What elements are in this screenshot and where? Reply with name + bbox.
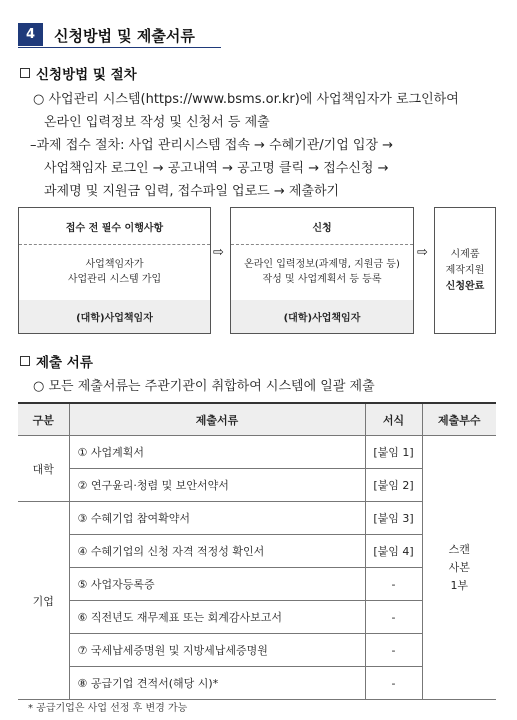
section-number: 4 [18,23,43,46]
method-line-4: 사업책임자 로그인 → 공고내역 → 공고명 클릭 → 접수신청 → [44,161,389,176]
document-name: ③ 수혜기업 참여확약서 [69,502,365,535]
section-title: 신청방법 및 제출서류 [54,27,195,45]
form-ref: [붙임 2] [365,469,422,502]
flow-arrow-icon: ⇨ [417,245,428,260]
document-name: ⑤ 사업자등록증 [69,568,365,601]
copies-cell [422,436,496,700]
form-ref: - [365,568,422,601]
flow-complete-status: 신청완료 [445,280,485,292]
header-form: 서식 [365,403,422,436]
method-heading-label: 신청방법 및 절차 [36,67,137,83]
method-line-3: –과제 접수 절차: 사업 관리시스템 접속 → 수혜기관/기업 입장 → [30,138,394,153]
document-name: ⑥ 직전년도 재무제표 또는 회계감사보고서 [69,601,365,634]
category-company: 기업 [18,502,69,700]
method-line-5: 과제명 및 지원금 입력, 접수파일 업로드 → 제출하기 [44,184,340,199]
copies-line: 사본 [448,560,470,574]
document-name: ④ 수혜기업의 신청 자격 적정성 확인서 [69,535,365,568]
docs-description: ○ 모든 제출서류는 주관기관이 취합하여 시스템에 일괄 제출 [33,379,375,394]
flow-box-body-line: 사업책임자가 [85,259,144,270]
flow-box-footer: (대학)사업책임자 [19,300,210,333]
table-header-row [18,403,496,436]
form-ref: [붙임 4] [365,535,422,568]
flow-box-footer: (대학)사업책임자 [231,300,413,333]
flow-box-title: 신청 [231,208,413,245]
section-underline [18,47,221,48]
flow-box-title: 접수 전 필수 이행사항 [19,208,210,245]
flow-box-body-line: 작성 및 사업계획서 등 등록 [262,274,382,285]
document-name: ① 사업계획서 [69,436,365,469]
square-bullet-icon [20,68,30,78]
flow-box-body [19,244,210,301]
documents-table [18,402,496,700]
footnote: * 공급기업은 사업 선정 후 변경 가능 [28,703,188,714]
flow-box-body-line: 온라인 입력정보(과제명, 지원금 등) [244,259,400,270]
form-ref: [붙임 1] [365,436,422,469]
flow-arrow-icon: ⇨ [213,245,224,260]
flow-box-complete [434,207,496,334]
flow-complete-line: 제작지원 [445,264,485,276]
form-ref: - [365,667,422,700]
method-line-1: ○ 사업관리 시스템(https://www.bsms.or.kr)에 사업책임자가 로그인하여 [33,92,459,107]
docs-heading [20,351,93,371]
flow-complete-line: 시제품 [450,248,480,260]
document-name: ⑧ 공급기업 견적서(해당 시)* [69,667,365,700]
header-copies: 제출부수 [422,403,496,436]
flow-box-prerequisite [18,207,211,334]
copies-line: 1부 [450,578,469,592]
document-name: ⑦ 국세납세증명원 및 지방세납세증명원 [69,634,365,667]
header-document: 제출서류 [69,403,365,436]
table-row [18,436,496,469]
form-ref: [붙임 3] [365,502,422,535]
square-bullet-icon [20,356,30,366]
category-university: 대학 [18,436,69,502]
flow-box-application [230,207,414,334]
header-category: 구분 [18,403,69,436]
flow-box-body [231,244,413,301]
method-heading [20,63,137,83]
flow-box-body-line: 사업관리 시스템 가입 [67,274,162,285]
form-ref: - [365,601,422,634]
method-line-2: 온라인 입력정보 작성 및 신청서 등 제출 [44,115,270,130]
document-name: ② 연구윤리·청렴 및 보안서약서 [69,469,365,502]
docs-heading-label: 제출 서류 [36,355,93,371]
copies-line: 스캔 [448,542,470,556]
form-ref: - [365,634,422,667]
